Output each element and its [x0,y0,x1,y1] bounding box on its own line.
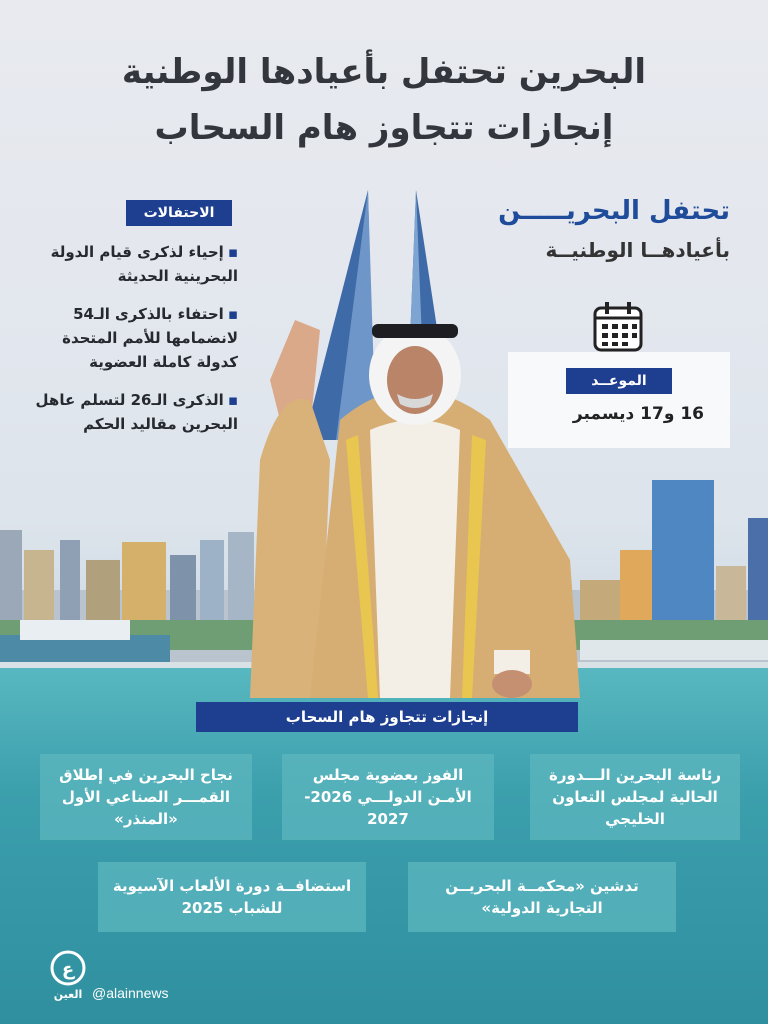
celebrations-item: ▪احتفاء بالذكرى الـ54 لانضمامها للأمم المتحدة كدولة كاملة العضوية [62,305,238,371]
achievements-badge: إنجازات تتجاوز هام السحاب [196,702,578,732]
celebrations-list [16,240,238,450]
svg-text:ع: ع [61,959,75,980]
date-value: 16 و17 ديسمبر [572,404,704,424]
achievement-card: الفوز بعضوية مجلس الأمـن الدولـــي 2026-2027 [282,754,494,840]
celebrations-item: ▪الذكرى الـ26 لتسلم عاهل البحرين مقاليد الحكم [35,391,238,433]
date-box [508,352,730,448]
al-ain-logo-text: العين [53,988,83,1001]
achievement-card: استضافــة دورة الألعاب الآسيوية للشباب 2025 [98,862,366,932]
achievement-card: تدشين «محكمــة البحريــن التجارية الدولية» [408,862,676,932]
bahrain-celebrates-heading: تحتفل البحريـــــن [498,196,730,226]
calendar-icon [592,300,644,354]
headline-line-2: إنجازات تتجاوز هام السحاب [154,108,614,148]
date-badge: الموعــد [566,368,672,394]
achievement-card: رئاسة البحرين الـــدورة الحالية لمجلس التعاون الخليجي [530,754,740,840]
social-handle: @alainnews [92,985,169,1001]
national-holidays-subheading: بأعيادهــا الوطنيــة [545,238,730,262]
celebrations-badge: الاحتفالات [126,200,232,226]
celebrations-item: ▪إحياء لذكرى قيام الدولة البحرينية الحديثة [50,243,238,285]
achievement-card: نجاح البحرين في إطلاق القمـــر الصناعي الأول «المنذر» [40,754,252,840]
headline-line-1: البحرين تحتفل بأعيادها الوطنية [121,52,647,92]
